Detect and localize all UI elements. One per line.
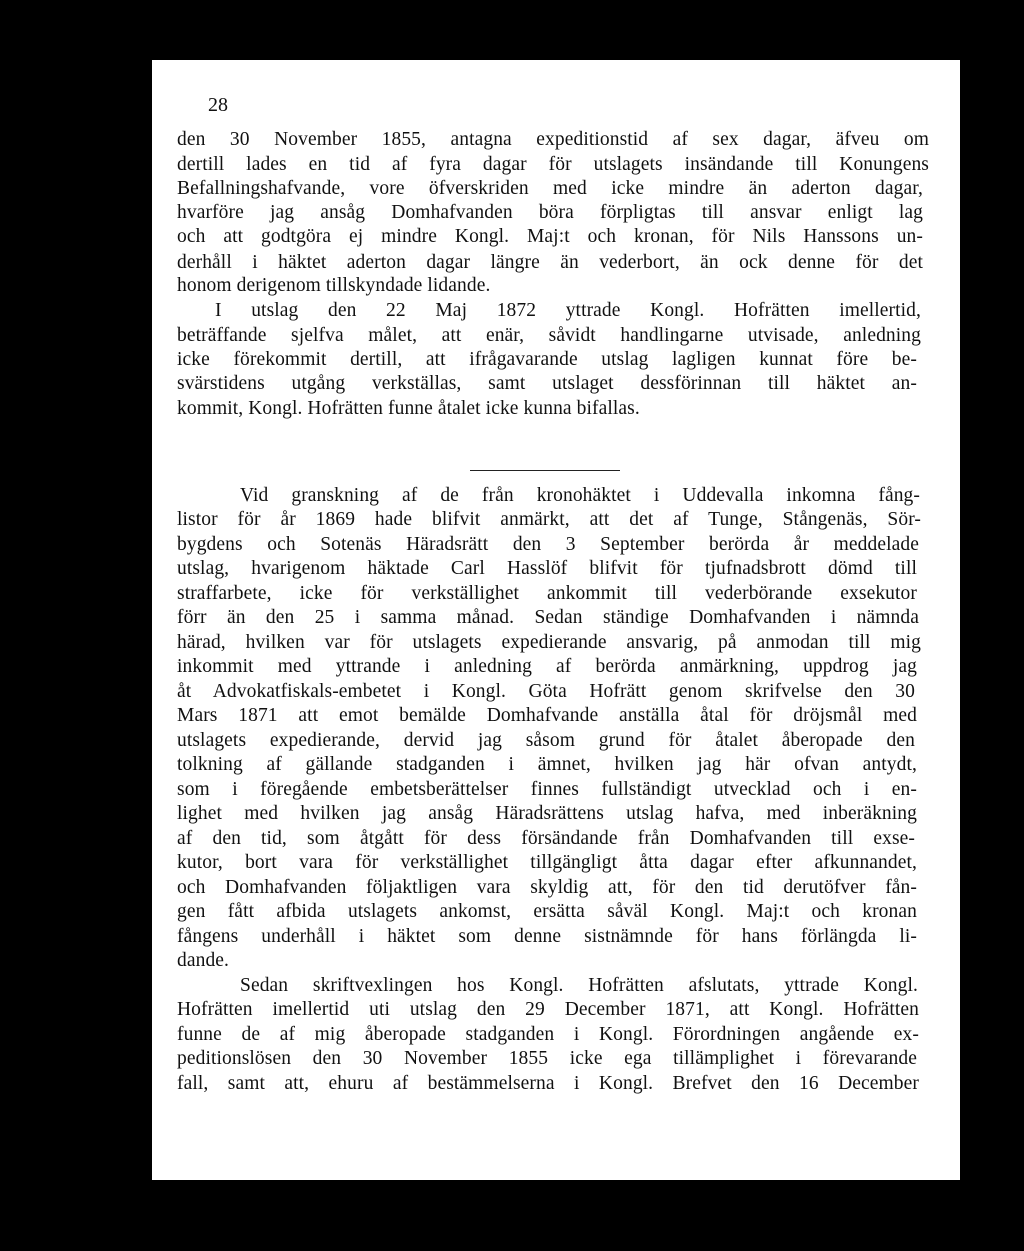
text-line: förr än den 25 i samma månad. Sedan ständige Domhafvanden i nämnda xyxy=(177,607,919,628)
text-line: lighet med hvilken jag ansåg Häradsrättens utslag hafva, med inberäkning xyxy=(177,803,917,824)
text-line: dertill lades en tid af fyra dagar för utslagets insändande till Konungens xyxy=(177,154,929,175)
text-line: Mars 1871 att emot bemälde Domhafvande anställa åtal för dröjsmål med xyxy=(177,705,917,726)
section-divider xyxy=(470,470,620,471)
text-line: gen fått afbida utslagets ankomst, ersätta såväl Kongl. Maj:t och kronan xyxy=(177,901,917,922)
text-line: härad, hvilken var för utslagets expedierande ansvarig, på anmodan till mig xyxy=(177,632,921,653)
text-line: af den tid, som åtgått för dess försändande från Domhafvanden till exse- xyxy=(177,828,915,849)
text-line: utslag, hvarigenom häktade Carl Hasslöf blifvit för tjufnadsbrott dömd till xyxy=(177,558,917,579)
page-number: 28 xyxy=(208,94,228,116)
text-line: inkommit med yttrande i anledning af berörda anmärkning, uppdrog jag xyxy=(177,656,917,677)
text-line: beträffande sjelfva målet, att enär, såvidt handlingarne utvisade, anledning xyxy=(177,325,921,346)
text-line: Vid granskning af de från kronohäktet i Uddevalla inkomna fång- xyxy=(240,485,920,506)
text-line: listor för år 1869 hade blifvit anmärkt, att det af Tunge, Stångenäs, Sör- xyxy=(177,509,921,530)
text-line: funne de af mig åberopade stadganden i Kongl. Förordningen angående ex- xyxy=(177,1024,919,1045)
text-line: fångens underhåll i häktet som denne sistnämnde för hans förlängda li- xyxy=(177,926,917,947)
text-line: honom derigenom tillskyndade lidande. xyxy=(177,275,491,296)
text-line: svärstidens utgång verkställas, samt utslaget dessförinnan till häktet an- xyxy=(177,373,917,394)
text-line: icke förekommit dertill, att ifrågavarande utslag lagligen kunnat före be- xyxy=(177,349,917,370)
text-line: I utslag den 22 Maj 1872 yttrade Kongl. Hofrätten imellertid, xyxy=(215,300,921,321)
text-line: Hofrätten imellertid uti utslag den 29 December 1871, att Kongl. Hofrätten xyxy=(177,999,919,1020)
text-line: tolkning af gällande stadganden i ämnet, hvilken jag här ofvan antydt, xyxy=(177,754,917,775)
text-line: kommit, Kongl. Hofrätten funne åtalet icke kunna bifallas. xyxy=(177,398,640,419)
text-line: fall, samt att, ehuru af bestämmelserna i Kongl. Brefvet den 16 December xyxy=(177,1073,919,1094)
text-line: utslagets expedierande, dervid jag såsom grund för åtalet åberopade den xyxy=(177,730,915,751)
text-line: Sedan skriftvexlingen hos Kongl. Hofrätten afslutats, yttrade Kongl. xyxy=(240,975,918,996)
text-line: åt Advokatfiskals-embetet i Kongl. Göta Hofrätt genom skrifvelse den 30 xyxy=(177,681,915,702)
text-line: straffarbete, icke för verkställighet ankommit till vederbörande exsekutor xyxy=(177,583,917,604)
text-line: peditionslösen den 30 November 1855 icke ega tillämplighet i förevarande xyxy=(177,1048,917,1069)
text-line: dande. xyxy=(177,950,230,971)
text-line: bygdens och Sotenäs Häradsrätt den 3 September berörda år meddelade xyxy=(177,534,919,555)
text-line: Befallningshafvande, vore öfverskriden med icke mindre än aderton dagar, xyxy=(177,178,923,199)
text-line: hvarföre jag ansåg Domhafvanden böra förpligtas till ansvar enligt lag xyxy=(177,202,923,223)
text-line: kutor, bort vara för verkställighet tillgängligt åtta dagar efter afkunnandet, xyxy=(177,852,917,873)
text-line: som i föregående embetsberättelser finnes fullständigt utvecklad och i en- xyxy=(177,779,917,800)
text-line: och Domhafvanden följaktligen vara skyldig att, för den tid derutöfver fån- xyxy=(177,877,917,898)
text-line: derhåll i häktet aderton dagar längre än vederbort, än ock denne för det xyxy=(177,252,923,273)
text-line: den 30 November 1855, antagna expeditionstid af sex dagar, äfveu om xyxy=(177,129,929,150)
text-line: och att godtgöra ej mindre Kongl. Maj:t och kronan, för Nils Hanssons un- xyxy=(177,226,923,247)
